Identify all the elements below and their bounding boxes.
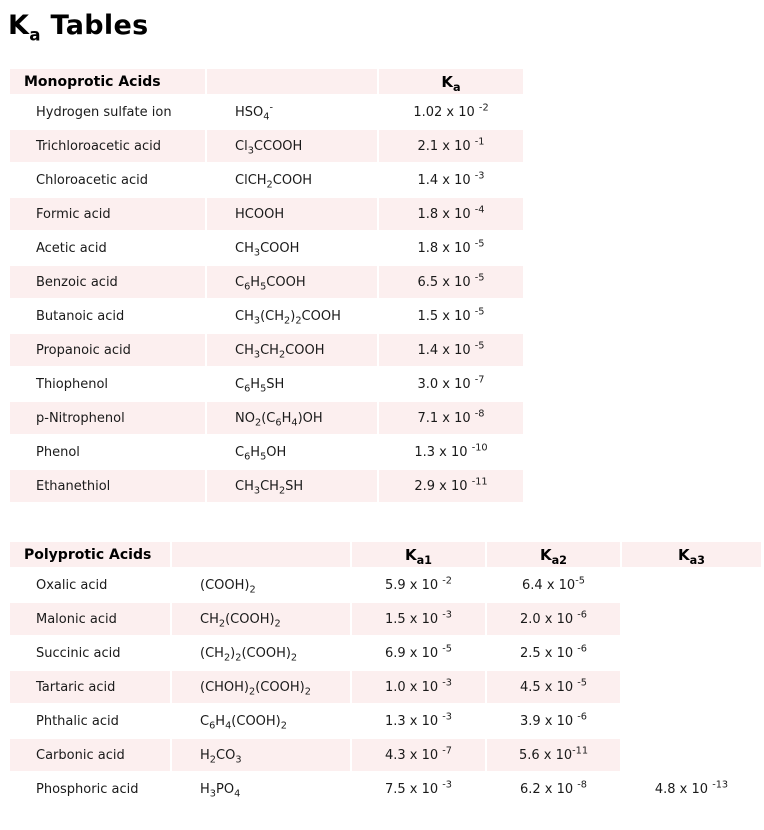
ka2-value: 6.4 x $10^{-5}$ [522, 575, 585, 593]
acid-formula: $CH_2(COOH)_2$ [172, 603, 350, 635]
table-row [10, 739, 761, 771]
acid-formula: $NO_2(C_6H_4)OH$ [207, 402, 377, 434]
ka3-value [622, 569, 761, 601]
table-row [10, 232, 523, 264]
acid-formula: $C_6H_5COOH$ [207, 266, 377, 298]
ka3-column-header: $K_{a3}$ [622, 542, 761, 567]
ka1-value: 7.5 x 10 $^{-3}$ [384, 779, 453, 797]
acid-formula: $CH_3(CH_2)_2COOH$ [235, 308, 341, 327]
monoprotic-acids-table [8, 67, 525, 504]
table-row [10, 470, 523, 502]
table-row [10, 705, 761, 737]
table-row [10, 334, 523, 366]
acid-formula: $HSO_4^-$ [235, 102, 274, 123]
acid-formula: $CH_3COOH$ [235, 240, 300, 259]
ka-value: 7.1 x 10 $^{-8}$ [379, 402, 523, 434]
ka2-value: 5.6 x $10^{-11}$ [487, 739, 620, 771]
acid-name: Phenol [36, 444, 80, 460]
acid-name: Trichloroacetic acid [10, 130, 205, 162]
ka2-value: 2.5 x 10 $^{-6}$ [519, 643, 588, 661]
page-title: $K_a$ Tables [8, 10, 149, 45]
ka-value: 2.9 x 10 $^{-11}$ [379, 470, 523, 502]
acid-name: Butanoic acid [36, 308, 125, 324]
acid-formula: $C_6H_5SH$ [235, 376, 285, 395]
acid-name: Carbonic acid [10, 739, 170, 771]
polyprotic-section-title: Polyprotic Acids [10, 542, 170, 567]
monoprotic-table-body [10, 96, 523, 502]
table-row [10, 300, 523, 332]
table-header-row [10, 69, 523, 94]
acid-formula: $H_2CO_3$ [172, 739, 350, 771]
acid-name: Phosphoric acid [36, 781, 139, 797]
acid-formula: $C_6H_4(COOH)_2$ [200, 713, 287, 732]
acid-name: Succinic acid [36, 645, 121, 661]
ka3-value [622, 603, 761, 635]
ka1-value: 1.5 x 10 $^{-3}$ [352, 603, 485, 635]
monoprotic-table-header [10, 69, 523, 94]
table-row [10, 198, 523, 230]
ka1-column-header: $K_{a1}$ [352, 542, 485, 567]
table-row [10, 130, 523, 162]
acid-name: Acetic acid [36, 240, 107, 256]
acid-formula: $(COOH)_2$ [200, 577, 256, 596]
acid-name: Malonic acid [10, 603, 170, 635]
acid-name: Chloroacetic acid [36, 172, 148, 188]
table-row [10, 569, 761, 601]
ka3-value [622, 739, 761, 771]
ka-value: 1.4 x 10 $^{-3}$ [417, 170, 485, 188]
ka1-value: 4.3 x 10 $^{-7}$ [352, 739, 485, 771]
ka-value: 1.4 x 10 $^{-5}$ [379, 334, 523, 366]
table-row [10, 164, 523, 196]
table-row [10, 773, 761, 805]
ka-column-header: $K_a$ [379, 69, 523, 94]
ka3-value [622, 637, 761, 669]
table-header-row [10, 542, 761, 567]
monoprotic-section-title: Monoprotic Acids [10, 69, 205, 94]
ka-value: 1.8 x 10 $^{-4}$ [379, 198, 523, 230]
ka3-value [622, 705, 761, 737]
table-row [10, 266, 523, 298]
ka2-value: 3.9 x 10 $^{-6}$ [519, 711, 588, 729]
acid-formula: $(CH_2)_2(COOH)_2$ [200, 645, 298, 664]
acid-formula: HCOOH [207, 198, 377, 230]
ka2-value: 4.5 x 10 $^{-5}$ [487, 671, 620, 703]
ka1-value: 1.3 x 10 $^{-3}$ [384, 711, 453, 729]
formula-column-header [172, 542, 350, 567]
acid-name: Ethanethiol [10, 470, 205, 502]
acid-name: Benzoic acid [10, 266, 205, 298]
ka-value: 1.3 x 10 $^{-10}$ [414, 442, 488, 460]
acid-formula: $C_6H_5OH$ [235, 444, 287, 463]
formula-column-header [207, 69, 377, 94]
ka3-value [622, 671, 761, 703]
table-row [10, 368, 523, 400]
acid-formula: $H_3PO_4$ [200, 781, 241, 800]
ka-value: 1.8 x 10 $^{-5}$ [417, 238, 485, 256]
ka1-value: 6.9 x 10 $^{-5}$ [384, 643, 453, 661]
acid-name: p-Nitrophenol [10, 402, 205, 434]
acid-formula: $Cl_3CCOOH$ [207, 130, 377, 162]
polyprotic-table-header [10, 542, 761, 567]
table-row [10, 603, 761, 635]
acid-name: Hydrogen sulfate ion [36, 104, 172, 120]
ka-value: 1.02 x 10 $^{-2}$ [413, 102, 489, 120]
polyprotic-table-body [10, 569, 761, 805]
acid-formula: $CH_3CH_2COOH$ [207, 334, 377, 366]
ka3-value: 4.8 x 10 $^{-13}$ [654, 779, 729, 797]
ka1-value: 1.0 x 10 $^{-3}$ [352, 671, 485, 703]
acid-name: Propanoic acid [10, 334, 205, 366]
ka-value: 6.5 x 10 $^{-5}$ [379, 266, 523, 298]
acid-name: Thiophenol [36, 376, 109, 392]
table-row [10, 402, 523, 434]
ka-value: 1.5 x 10 $^{-5}$ [417, 306, 485, 324]
ka1-value: 5.9 x 10 $^{-2}$ [384, 575, 453, 593]
acid-name: Tartaric acid [10, 671, 170, 703]
table-row [10, 671, 761, 703]
ka2-value: 6.2 x 10 $^{-8}$ [519, 779, 588, 797]
ka-value: 2.1 x 10 $^{-1}$ [379, 130, 523, 162]
acid-formula: $CH_3CH_2SH$ [207, 470, 377, 502]
acid-formula: $(CHOH)_2(COOH)_2$ [172, 671, 350, 703]
table-row [10, 436, 523, 468]
table-row [10, 637, 761, 669]
acid-formula: ClCH$_2$COOH [235, 172, 313, 191]
acid-name: Oxalic acid [36, 577, 108, 593]
polyprotic-acids-table [8, 540, 763, 807]
acid-name: Phthalic acid [36, 713, 119, 729]
acid-name: Formic acid [10, 198, 205, 230]
ka2-column-header: $K_{a2}$ [487, 542, 620, 567]
ka-value: 3.0 x 10 $^{-7}$ [417, 374, 485, 392]
table-row [10, 96, 523, 128]
ka2-value: 2.0 x 10 $^{-6}$ [487, 603, 620, 635]
